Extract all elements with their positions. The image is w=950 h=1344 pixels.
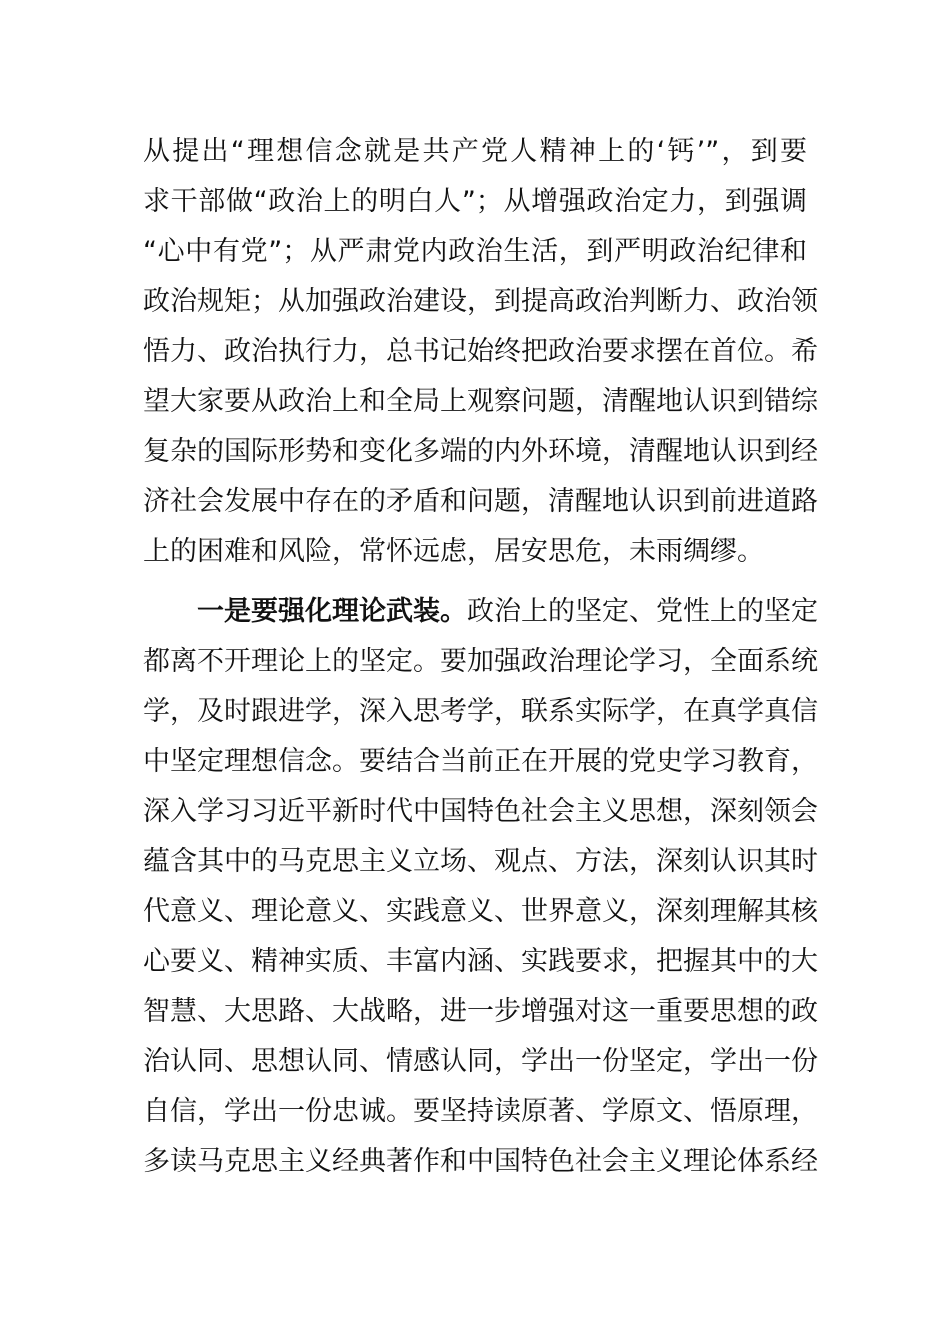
text-line: 复杂的国际形势和变化多端的内外环境，清醒地认识到经: [143, 436, 818, 467]
text-line: “心中有党”；从严肃党内政治生活，到严明政治纪律和: [143, 236, 807, 267]
text-line: 智慧、大思路、大战略，进一步增强对这一重要思想的政: [143, 996, 818, 1027]
text-line: 中坚定理想信念。要结合当前正在开展的党史学习教育，: [143, 746, 818, 777]
text-line-rest: 政治上的坚定、党性上的坚定: [467, 596, 818, 627]
paragraph-theory-armament: [143, 587, 818, 1187]
section-lead-heading: 一是要强化理论武装。: [197, 596, 467, 627]
text-line-first: [143, 587, 818, 637]
text-line: 望大家要从政治上和全局上观察问题，清醒地认识到错综: [143, 386, 818, 417]
text-line: 学，及时跟进学，深入思考学，联系实际学，在真学真信: [143, 696, 818, 727]
text-line: 自信，学出一份忠诚。要坚持读原著、学原文、悟原理，: [143, 1096, 818, 1127]
text-line: 政治规矩；从加强政治建设，到提高政治判断力、政治领: [143, 286, 818, 317]
text-line: 济社会发展中存在的矛盾和问题，清醒地认识到前进道路: [143, 486, 818, 517]
text-line: 治认同、思想认同、情感认同，学出一份坚定，学出一份: [143, 1046, 818, 1077]
text-line: 悟力、政治执行力，总书记始终把政治要求摆在首位。希: [143, 336, 818, 367]
text-line: 蕴含其中的马克思主义立场、观点、方法，深刻认识其时: [143, 846, 818, 877]
text-line: 从提出“理想信念就是共产党人精神上的‘钙’”，到要: [143, 136, 807, 167]
text-line: 求干部做“政治上的明白人”；从增强政治定力，到强调: [143, 186, 807, 217]
text-line: 多读马克思主义经典著作和中国特色社会主义理论体系经: [143, 1146, 818, 1177]
text-line: 代意义、理论意义、实践意义、世界意义，深刻理解其核: [143, 896, 818, 927]
text-line: 心要义、精神实质、丰富内涵、实践要求，把握其中的大: [143, 946, 818, 977]
paragraph-political-requirements: [143, 127, 818, 577]
text-line: 深入学习习近平新时代中国特色社会主义思想，深刻领会: [143, 796, 818, 827]
text-line: 上的困难和风险，常怀远虑，居安思危，未雨绸缪。: [143, 536, 764, 567]
text-line: 都离不开理论上的坚定。要加强政治理论学习，全面系统: [143, 646, 818, 677]
